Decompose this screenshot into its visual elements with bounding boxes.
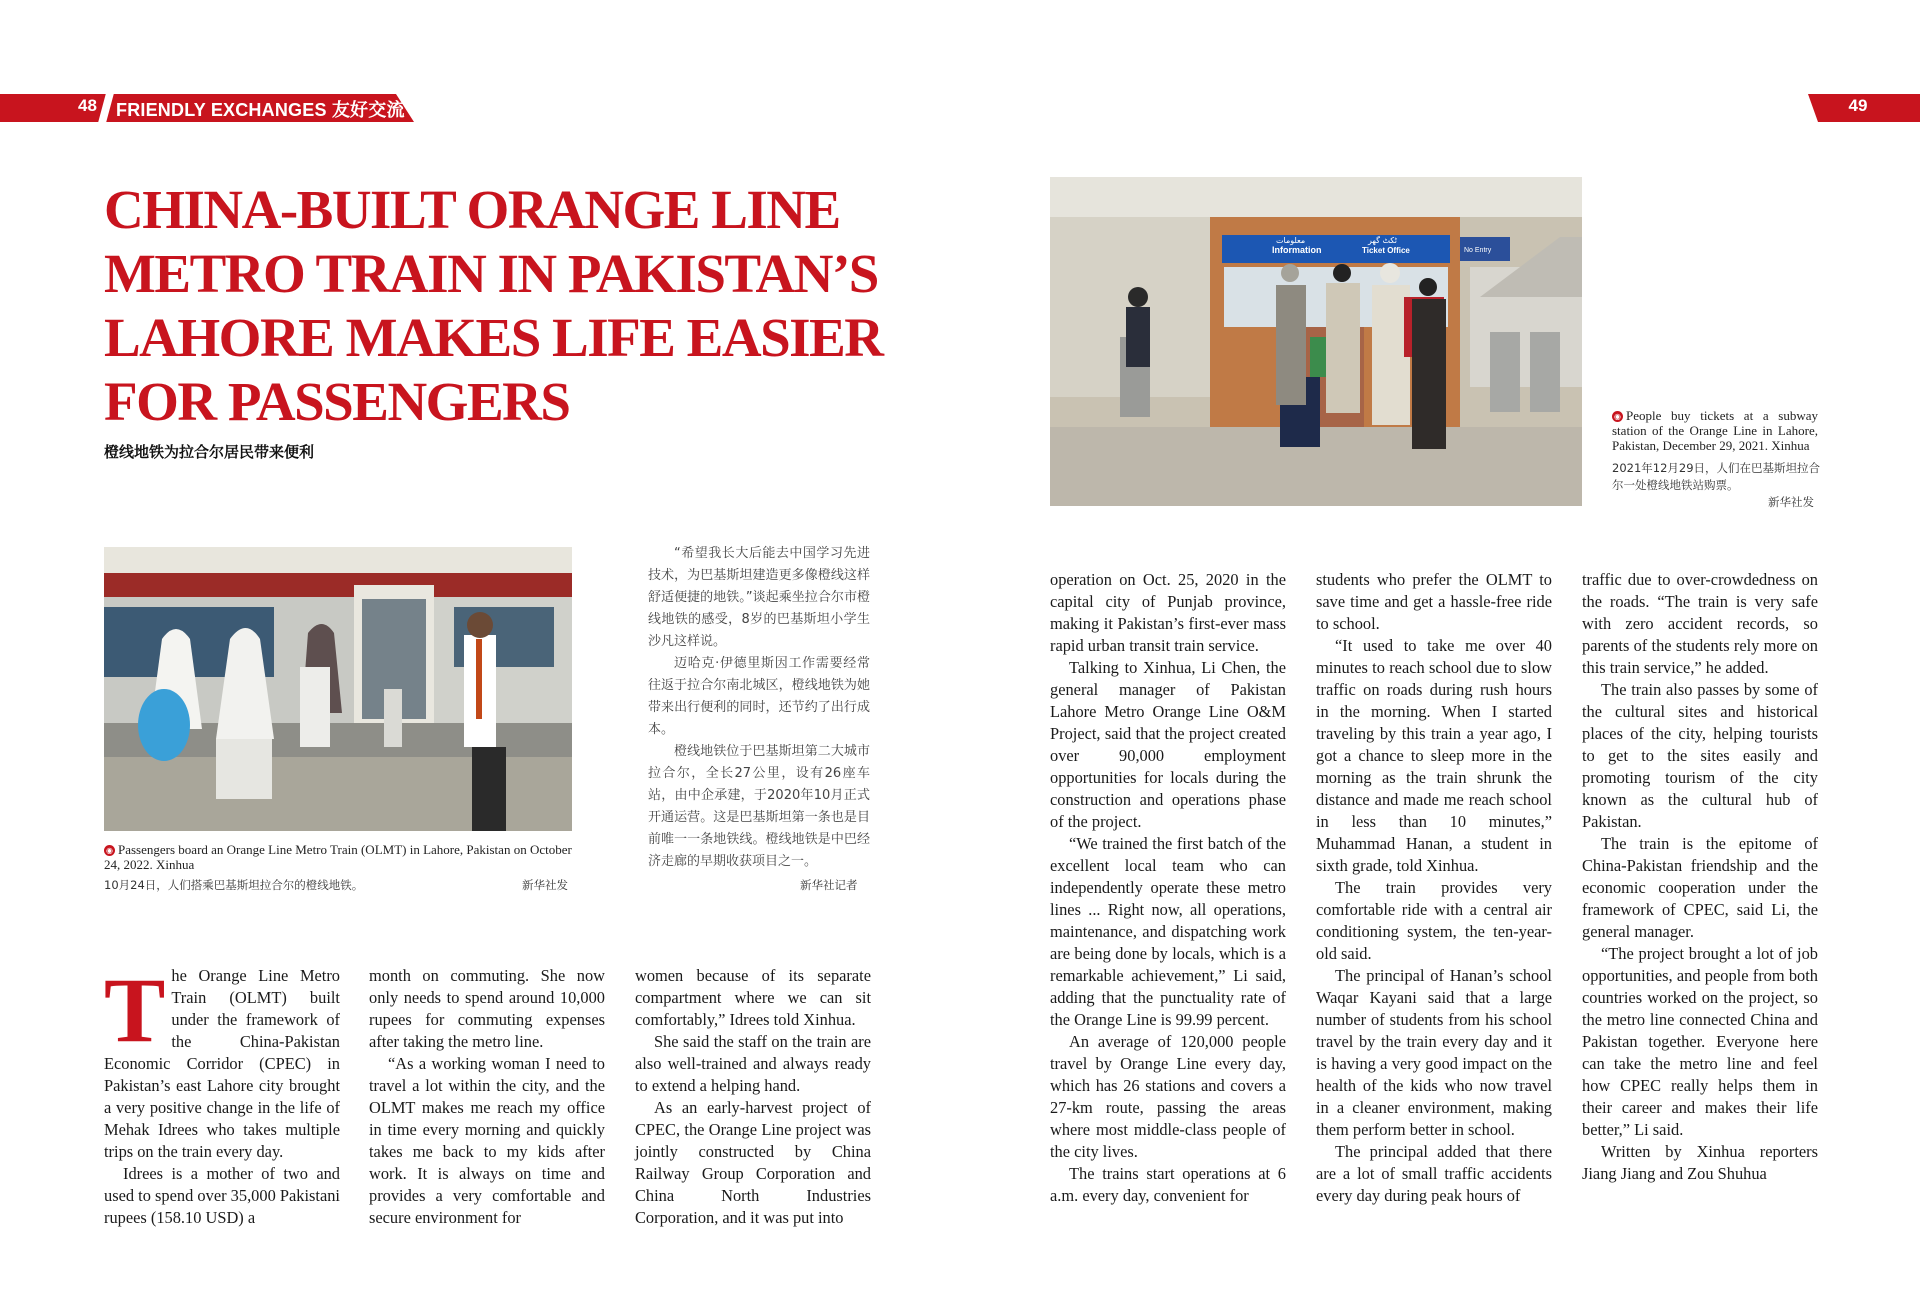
body-paragraph: An average of 120,000 people travel by Orange Line every day, which has 26 stations and covers a 27-km route, passing the areas where most middle-class people of the city lives. <box>1050 1032 1286 1161</box>
body-paragraph: The train provides very comfortable ride with a central air conditioning system, the ten-year-old said. <box>1316 878 1552 963</box>
right-page-number: 49 <box>1848 96 1868 115</box>
body-paragraph: The trains start operations at 6 a.m. every day, convenient for <box>1050 1164 1286 1205</box>
headline-line: FOR PASSENGERS <box>104 371 570 432</box>
camera-icon: ◉ <box>104 845 115 856</box>
train-photo <box>104 547 572 831</box>
body-column-4 <box>1050 569 1286 1207</box>
body-paragraph: “The project brought a lot of job opportunities, and people from both countries worked on the project, so the metro line connected China and Pakistan together. Everyone here can take the metro line and feel how CPEC really helps them in their career and makes their life better,” Li said. <box>1582 944 1818 1139</box>
body-column-3 <box>635 965 871 1229</box>
body-column-6 <box>1582 569 1818 1185</box>
headline-line: LAHORE MAKES LIFE EASIER <box>104 307 883 368</box>
body-paragraph: The principal added that there are a lot of small traffic accidents every day during peak hours of <box>1316 1142 1552 1205</box>
train-caption-cn: 10月24日，人们搭乘巴基斯坦拉合尔的橙线地铁。 <box>104 878 364 892</box>
headline-line: METRO TRAIN IN PAKISTAN’S <box>104 243 878 304</box>
drop-cap: T <box>104 959 166 1061</box>
body-paragraph: Idrees is a mother of two and used to spend over 35,000 Pakistani rupees (158.10 USD) a <box>104 1164 340 1227</box>
body-paragraph: “It used to take me over 40 minutes to reach school due to slow traffic on roads during rush hours in the morning. When I started traveling by this train a year ago, I got a chance to sleep more in the morning as the train shrunk the distance and made me reach school in less than 10 minutes,” Muhammad Hanan, a student in sixth grade, told Xinhua. <box>1316 636 1552 875</box>
body-paragraph: operation on Oct. 25, 2020 in the capital city of Punjab province, making it Pakistan’s first-ever mass rapid urban transit train service. <box>1050 570 1286 655</box>
caption-en: Passengers board an Orange Line Metro Train (OLMT) in Lahore, Pakistan on October 24, 2022. Xinhua <box>104 842 572 872</box>
camera-icon: ◉ <box>1612 411 1623 422</box>
body-paragraph: traffic due to over-crowdedness on the roads. “The train is very safe with zero accident records, so parents of the students rely more on this train service,” he added. <box>1582 570 1818 677</box>
body-paragraph: students who prefer the OLMT to save time and get a hassle-free ride to school. <box>1316 570 1552 633</box>
cn-paragraph: 迈哈克·伊德里斯因工作需要经常往返于拉合尔南北城区，橙线地铁为她带来出行便利的同时，还节约了出行成本。 <box>648 656 870 737</box>
chinese-summary <box>648 543 870 873</box>
caption-en: People buy tickets at a subway station of the Orange Line in Lahore, Pakistan, December 29, 2021. Xinhua <box>1612 408 1818 453</box>
ticket-office-sign: Ticket Office <box>1362 246 1410 255</box>
body-paragraph: She said the staff on the train are also well-trained and always ready to extend a helping hand. <box>635 1032 871 1095</box>
body-paragraph: “We trained the first batch of the excellent local team who can independently operate these metro lines ... Right now, all operations, maintenance, and dispatching work are being done by locals, which is a remarkable achievement,” Li said, adding that the punctuality rate of the Orange Line is 99.99 percent. <box>1050 834 1286 1029</box>
body-paragraph: “As a working woman I need to travel a lot within the city, and the OLMT makes me reach my office in time every morning and quickly takes me back to my kids after work. It is always on time and provides a very comfortable and secure environment for <box>369 1054 605 1227</box>
body-paragraph: The train also passes by some of the cultural sites and historical places of the city, helping tourists to get to the sites easily and promoting tourism of the city known as the cultural hub of Pakistan. <box>1582 680 1818 831</box>
no-entry-sign: No Entry <box>1464 247 1492 254</box>
train-photo-caption <box>104 842 574 872</box>
left-page-number: 48 <box>78 96 97 115</box>
station-photo-caption <box>1612 408 1818 453</box>
cn-credit: 新华社记者 <box>800 878 858 892</box>
body-paragraph: The train is the epitome of China-Pakistan friendship and the economic cooperation under the framework of CPEC, said Li, the general manager. <box>1582 834 1818 941</box>
body-paragraph: The principal of Hanan’s school Waqar Kayani said that a large number of students from his school travel by the train every day and it is having a very good impact on the health of the kids who now travel in a cleaner environment, making them perform better in school. <box>1316 966 1552 1139</box>
station-photo-credit: 新华社发 <box>1768 495 1814 509</box>
byline: Written by Xinhua reporters Jiang Jiang and Zou Shuhua <box>1582 1142 1818 1183</box>
body-paragraph: month on commuting. She now only needs to spend around 10,000 rupees for commuting expenses after taking the metro line. <box>369 966 605 1051</box>
body-paragraph: Talking to Xinhua, Li Chen, the general manager of Pakistan Lahore Metro Orange Line O&M Project, said that the project created over 90,000 employment opportunities for locals during the construction and operations phase of the project. <box>1050 658 1286 831</box>
train-photo-credit: 新华社发 <box>522 878 568 892</box>
station-photo <box>1050 177 1582 506</box>
body-column-2 <box>369 965 605 1229</box>
cn-paragraph: “希望我长大后能去中国学习先进技术，为巴基斯坦建造更多像橙线这样舒适便捷的地铁。”谈起乘坐拉合尔市橙线地铁的感受，8岁的巴基斯坦小学生沙凡这样说。 <box>648 546 870 649</box>
cn-paragraph: 橙线地铁位于巴基斯坦第二大城市拉合尔，全长27公里，设有26座车站，由中企承建，于2020年10月正式开通运营。这是巴基斯坦第一条也是目前唯一一条地铁线。橙线地铁是中巴经济走廊的早期收获项目之一。 <box>648 744 870 869</box>
body-paragraph: he Orange Line Metro Train (OLMT) built under the framework of the China-Pakistan Economic Corridor (CPEC) in Pakistan’s east Lahore city brought a very positive change in the life of Mehak Idrees who takes multiple trips on the train every day. <box>104 966 340 1161</box>
body-column-5 <box>1316 569 1552 1207</box>
headline-line: CHINA-BUILT ORANGE LINE <box>104 179 840 240</box>
station-caption-cn: 2021年12月29日，人们在巴基斯坦拉合尔一处橙线地铁站购票。 <box>1612 461 1821 492</box>
headline <box>104 178 894 434</box>
ticket-office-sign-urdu: ٹکٹ گھر <box>1368 236 1397 245</box>
info-sign-urdu: معلومات <box>1276 236 1306 245</box>
info-sign: Information <box>1272 245 1322 255</box>
section-title: FRIENDLY EXCHANGES 友好交流 <box>116 100 405 120</box>
body-column-1 <box>104 959 340 1229</box>
body-paragraph: As an early-harvest project of CPEC, the Orange Line project was jointly constructed by China Railway Group Corporation and China North Industries Corporation, and it was put into <box>635 1098 871 1227</box>
subtitle-cn: 橙线地铁为拉合尔居民带来便利 <box>104 443 315 461</box>
body-paragraph: women because of its separate compartment where we can sit comfortably,” Idrees told Xinhua. <box>635 966 871 1029</box>
